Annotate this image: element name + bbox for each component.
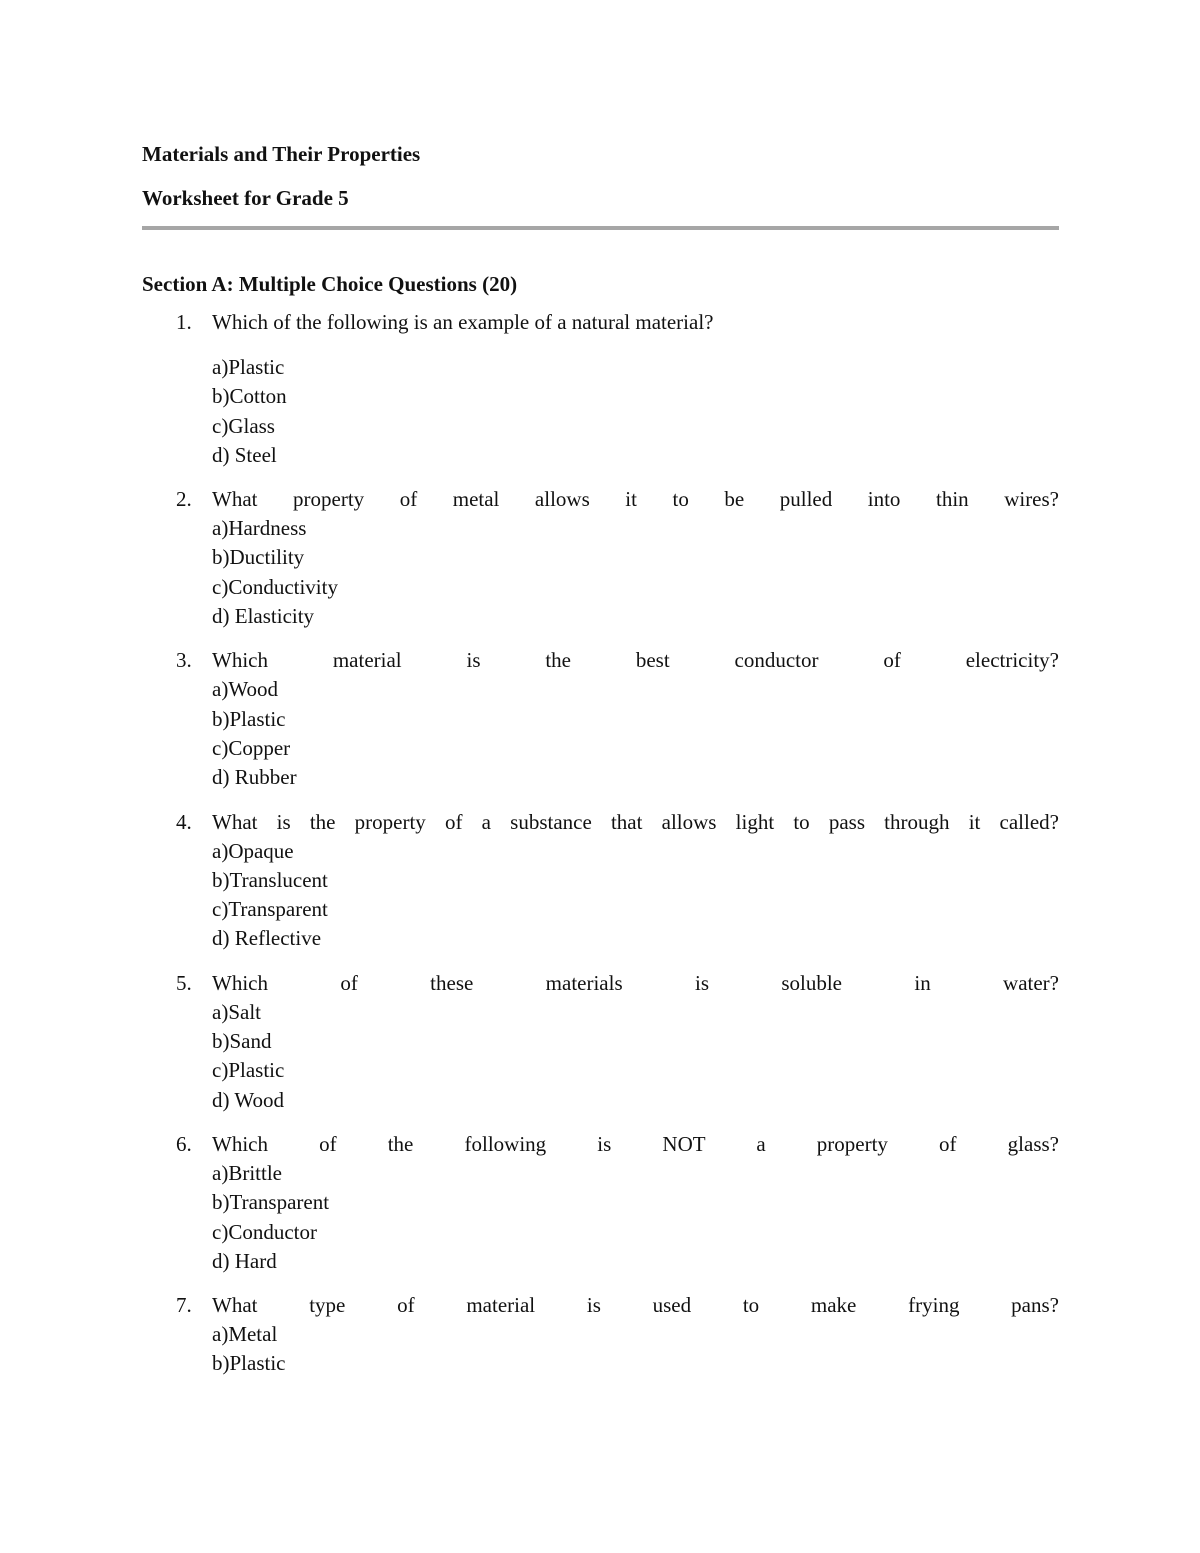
question-number: 1. [176,310,192,334]
answer-option: c)Conductivity [212,574,338,599]
answer-options [212,1159,1059,1276]
question-number: 5. [176,970,192,995]
answer-option: c)Glass [212,413,275,438]
question-number: 7. [176,1293,192,1318]
question-text: Which material is the best conductor of electricity? [212,648,1059,673]
answer-options [212,1320,1059,1379]
question-list [142,308,1059,1379]
question-number: 6. [176,1131,192,1156]
question-item [142,485,1059,631]
worksheet-subtitle: Worksheet for Grade 5 [142,186,349,210]
question-text: Which of the following is NOT a property of glass? [212,1131,1059,1156]
answer-option: c)Conductor [212,1219,317,1244]
question-item [142,1291,1059,1379]
answer-option: b)Plastic [212,1351,286,1376]
question-text: Which of the following is an example of a natural material? [212,310,714,334]
answer-option: d) Wood [212,1087,285,1112]
answer-option: a)Salt [212,999,261,1024]
answer-option: a)Opaque [212,838,294,863]
answer-option: b)Cotton [212,384,287,409]
answer-option: a)Wood [212,677,278,702]
question-item [142,1130,1059,1276]
answer-option: a)Metal [212,1322,278,1347]
answer-option: a)Brittle [212,1160,282,1185]
answer-option: c)Transparent [212,897,328,922]
worksheet-content [142,140,1059,1394]
worksheet-title: Materials and Their Properties [142,142,421,166]
answer-options [212,998,1059,1115]
question-text: What is the property of a substance that allows light to pass through it called? [212,809,1059,834]
question-item [142,969,1059,1115]
question-number: 4. [176,809,192,834]
answer-option: c)Copper [212,735,291,760]
answer-options [212,675,1059,792]
answer-option: d) Elasticity [212,604,315,629]
question-text: Which of these materials is soluble in water? [212,970,1059,995]
answer-option: a)Hardness [212,516,307,541]
answer-options [212,514,1059,631]
horizontal-divider [142,226,1059,230]
answer-option: b)Sand [212,1029,272,1054]
answer-option: b)Ductility [212,545,305,570]
question-item [142,808,1059,954]
answer-option: c)Plastic [212,1058,285,1083]
question-number: 3. [176,648,192,673]
question-text: What property of metal allows it to be pulled into thin wires? [212,487,1059,512]
answer-option: a)Plastic [212,355,285,379]
answer-option: d) Rubber [212,765,297,790]
answer-option: d) Reflective [212,926,322,951]
answer-option: b)Plastic [212,706,286,731]
question-item [142,308,1059,470]
answer-option: b)Translucent [212,867,328,892]
answer-option: d) Hard [212,1248,277,1273]
answer-option: b)Transparent [212,1190,330,1215]
question-text: What type of material is used to make frying pans? [212,1293,1059,1318]
question-number: 2. [176,487,192,512]
section-heading: Section A: Multiple Choice Questions (20) [142,272,518,296]
answer-options [212,353,1059,470]
question-item [142,646,1059,792]
answer-options [212,837,1059,954]
answer-option: d) Steel [212,442,277,467]
